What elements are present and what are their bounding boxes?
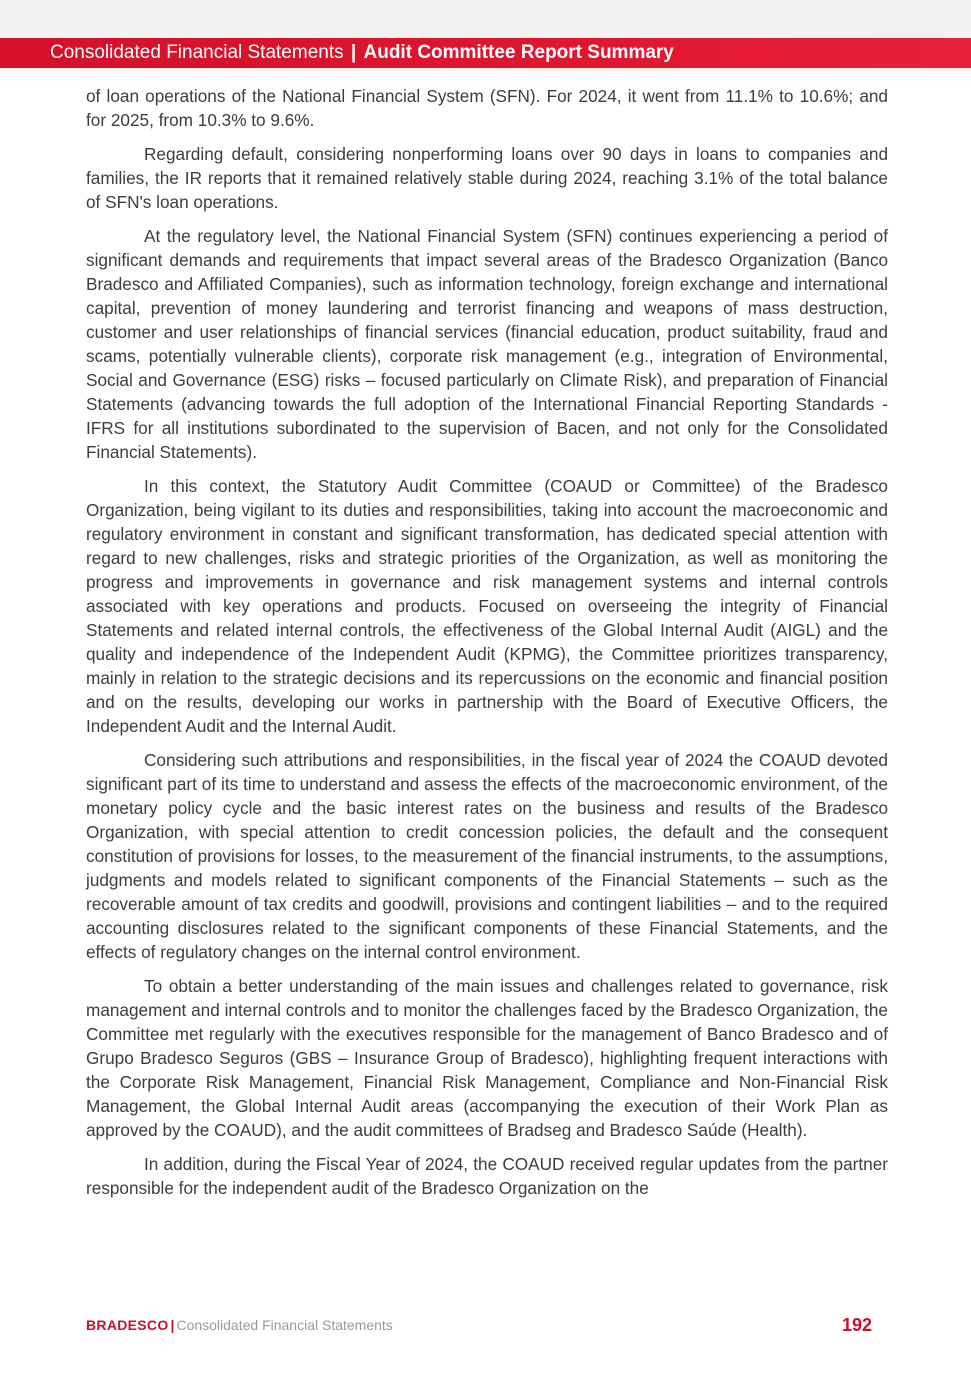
- footer-separator: |: [170, 1317, 175, 1333]
- footer-document-title: Consolidated Financial Statements: [176, 1317, 393, 1333]
- paragraph-updates: In addition, during the Fiscal Year of 2024, the COAUD received regular updates from the partner responsible for the independent audit of the Bradesco Organization on the: [86, 1154, 888, 1198]
- page-number: 192: [841, 1315, 872, 1335]
- paragraph-context: In this context, the Statutory Audit Committee (COAUD or Committee) of the Bradesco Organization, being vigilant to its duties and responsibilities, taking into account the macroeconomic and regulatory environment in constant and significant transformation, has dedicated special attention with regard to new challenges, risks and strategic priorities of the Organization, as well as monitoring the progress and improvements in governance and risk management systems and internal controls associated with key operations and products. Focused on overseeing the integrity of Financial Statements and related internal controls, the effectiveness of the Global Internal Audit (AIGL) and the quality and independence of the Independent Audit (KPMG), the Committee prioritizes transparency, mainly in relation to the strategic decisions and its repercussions on the economic and financial position and on the results, developing our works in partnership with the Board of Executive Officers, the Independent Audit and the Internal Audit.: [86, 476, 888, 736]
- page-header: [0, 38, 971, 68]
- paragraph-regulatory: At the regulatory level, the National Financial System (SFN) continues experiencing a period of significant demands and requirements that impact several areas of the Bradesco Organization (Banco Bradesco and Affiliated Companies), such as information technology, foreign exchange and international capital, prevention of money laundering and terrorist financing and weapons of mass destruction, customer and user relationships of financial services (financial education, product suitability, fraud and scams, potentially vulnerable clients), corporate risk management (e.g., integration of Environmental, Social and Governance (ESG) risks – focused particularly on Climate Risk), and preparation of Financial Statements (advancing towards the full adoption of the International Financial Reporting Standards - IFRS for all institutions subordinated to the supervision of Bacen, and not only for the Consolidated Financial Statements).: [86, 226, 888, 462]
- header-subsection-title: Audit Committee Report Summary: [363, 42, 674, 63]
- page-footer: [86, 1314, 872, 1336]
- header-section-title: Consolidated Financial Statements: [50, 42, 344, 63]
- header-divider: [0, 68, 971, 74]
- header-separator: |: [350, 42, 357, 63]
- paragraph-continuation: of loan operations of the National Financial System (SFN). For 2024, it went from 11.1% to 10.6%; and for 2025, from 10.3% to 9.6%.: [86, 86, 888, 130]
- top-margin: [0, 0, 971, 38]
- paragraph-attributions: Considering such attributions and responsibilities, in the fiscal year of 2024 the COAUD devoted significant part of its time to understand and assess the effects of the macroeconomic environment, of the monetary policy cycle and the basic interest rates on the business and results of the Bradesco Organization, with special attention to credit concession policies, the default and the consequent constitution of provisions for losses, to the measurement of the financial instruments, to the assumptions, judgments and models related to significant components of the Financial Statements – such as the recoverable amount of tax credits and goodwill, provisions and contingent liabilities – and to the required accounting disclosures related to the significant components of these Financial Statements, and the effects of regulatory changes on the internal control environment.: [86, 750, 888, 962]
- paragraph-governance: To obtain a better understanding of the main issues and challenges related to governance, risk management and internal controls and to monitor the challenges faced by the Bradesco Organization, the Committee met regularly with the executives responsible for the management of Banco Bradesco and of Grupo Bradesco Seguros (GBS – Insurance Group of Bradesco), highlighting frequent interactions with the Corporate Risk Management, Financial Risk Management, Compliance and Non-Financial Risk Management, the Global Internal Audit areas (accompanying the execution of their Work Plan as approved by the COAUD), and the audit committees of Bradseg and Bradesco Saúde (Health).: [86, 976, 888, 1140]
- body-text: [86, 84, 888, 1210]
- footer-brand: BRADESCO: [86, 1317, 169, 1333]
- paragraph-default: Regarding default, considering nonperforming loans over 90 days in loans to companies and families, the IR reports that it remained relatively stable during 2024, reaching 3.1% of the total balance of SFN's loan operations.: [86, 144, 888, 212]
